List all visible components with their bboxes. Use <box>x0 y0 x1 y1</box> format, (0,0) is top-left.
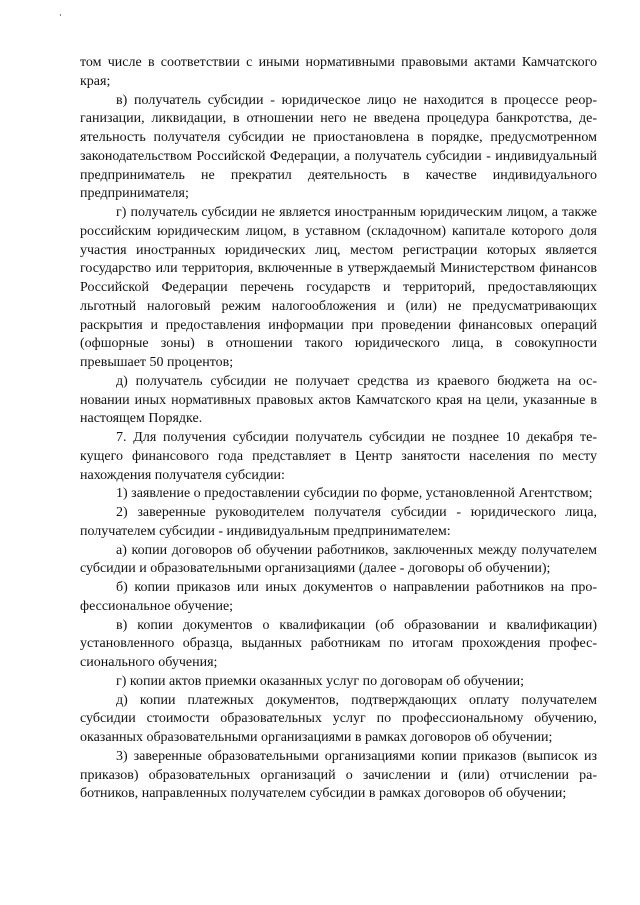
document-body <box>80 54 597 804</box>
paragraph-subitem-2v: в) копии документов о квалификации (об образовании и квалификации) установленного образца, выданных работникам по итогам прохождения профессионального обучения; <box>80 617 597 670</box>
paragraph-item-g: г) получатель субсидии не является иностранным юридическим лицом, а также российским юридическим лицом, в уставном (складочном) капитале которого доля участия иностранных юридических лиц, местом регистрации которых является государство или территория, включенные в утверждаемый Министерством финансов Российской Федерации перечень государств и территорий, предоставляющих льготный налоговый режим налогообложения и (или) не предусматривающих раскрытия и предоставления информации при проведении финансовых операций (офшорные зоны) в отношении такого юридического лица, в совокупности превышает 50 процентов; <box>80 205 597 370</box>
paragraph-item-d: д) получатель субсидии не получает средства из краевого бюджета на основании иных нормативных правовых актов Камчатского края на цели, указанные в настоящем Порядке. <box>80 373 597 427</box>
paragraph-subitem-2b: б) копии приказов или иных документов о направлении работников на профессиональное обучение; <box>80 580 597 614</box>
paragraph-subitem-2a: а) копии договоров об обучении работников, заключенных между получателем субсидии и образовательными организациями (далее - договоры об обучении); <box>80 542 597 577</box>
scan-speck <box>60 14 61 16</box>
paragraph-subitem-1: 1) заявление о предоставлении субсидии по форме, установленной Агентством; <box>116 486 593 502</box>
paragraph-section-7: 7. Для получения субсидии получатель субсидии не позднее 10 декабря текущего финансового года представляет в Центр занятости населения по месту нахождения получателя субсидии: <box>80 430 597 483</box>
paragraph-continuation: том числе в соответствии с иными нормативными правовыми актами Камчатского края; <box>80 55 597 89</box>
paragraph-subitem-2: 2) заверенные руководителем получателя субсидии - юридического лица, получателем субсидии - индивидуальным предпринимателем: <box>80 505 597 539</box>
paragraph-subitem-2g: г) копии актов приемки оказанных услуг по договорам об обучении; <box>116 673 525 689</box>
paragraph-subitem-2d: д) копии платежных документов, подтверждающих оплату получателем субсидии стоимости образовательных услуг по профессиональному обучению, оказанных образовательными организациями в рамках договоров об обучении; <box>80 692 597 745</box>
paragraph-subitem-3: 3) заверенные образовательными организациями копии приказов (выписок из приказов) образовательных организаций о зачислении и (или) отчислении работников, направленных получателем субсидии в рамках договоров об обучении; <box>80 748 597 802</box>
paragraph-item-v: в) получатель субсидии - юридическое лицо не находится в процессе реорганизации, ликвидации, в отношении него не введена процедура банкротства, деятельность получателя субсидии не приостановлена в порядке, предусмотренном законодательством Российской Федерации, а получатель субсидии - индивидуальный предприниматель не прекратил деятельность в качестве индивидуального предпринимателя; <box>80 92 597 202</box>
